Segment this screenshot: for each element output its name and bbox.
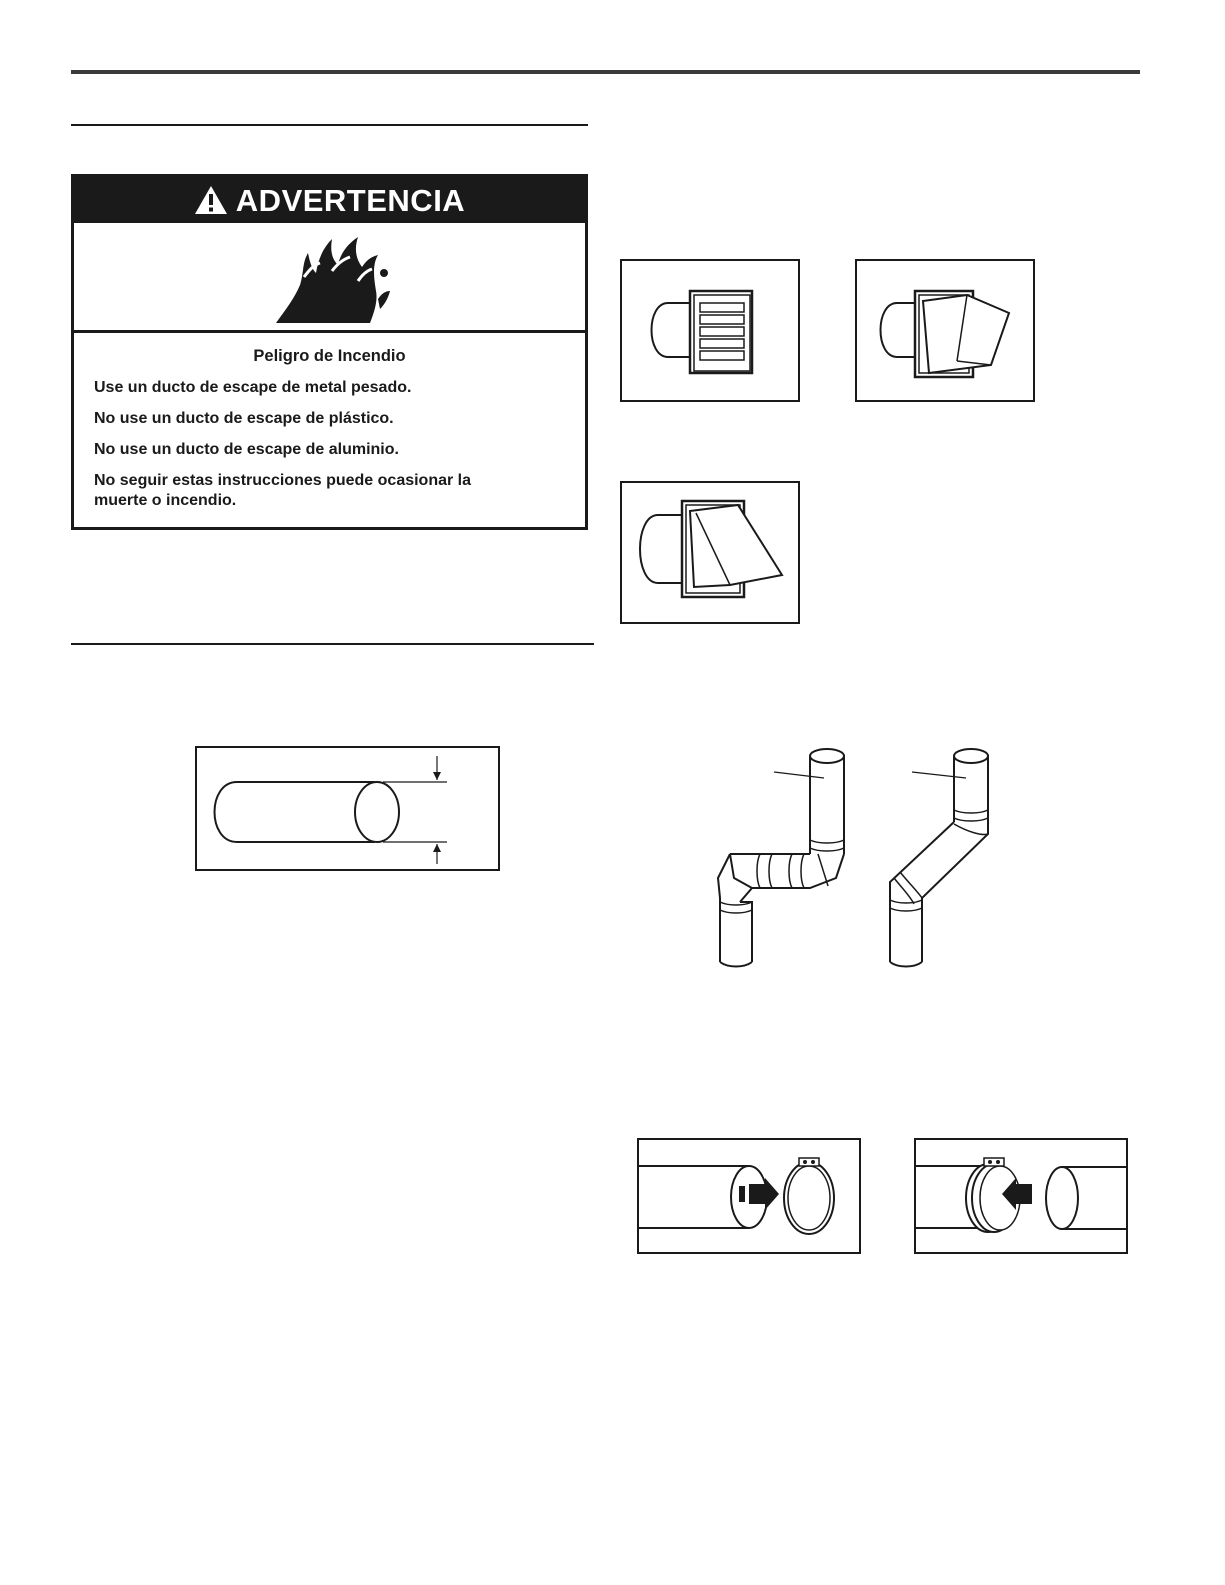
section-rule — [71, 124, 588, 126]
fire-icon — [274, 229, 392, 325]
warning-header — [74, 177, 585, 223]
box-vent-hood-icon — [857, 261, 1033, 400]
section-rule — [71, 643, 594, 645]
angled-vent-hood-figure — [620, 481, 800, 624]
warning-line: No seguir estas instrucciones puede ocasionar la muerte o incendio. — [94, 472, 472, 509]
elbow-offset-gradual-icon — [870, 742, 1010, 972]
alert-triangle-icon — [194, 185, 228, 215]
duct-clamp-icon — [639, 1140, 859, 1252]
hazard-name: Peligro de Incendio — [253, 347, 406, 365]
warning-line: No use un ducto de escape de aluminio. — [94, 441, 399, 458]
warning-line: No use un ducto de escape de plástico. — [94, 410, 394, 427]
angled-vent-hood-icon — [622, 483, 798, 622]
warning-body — [74, 333, 585, 522]
louvered-vent-hood-icon — [622, 261, 798, 400]
duct-diameter-figure — [195, 746, 500, 871]
clamp-step-1-figure — [637, 1138, 861, 1254]
box-vent-hood-figure — [855, 259, 1035, 402]
warning-title: ADVERTENCIA — [235, 182, 466, 218]
clamp-step-2-figure — [914, 1138, 1128, 1254]
louvered-vent-hood-figure — [620, 259, 800, 402]
warning-line: Use un ducto de escape de metal pesado. — [94, 379, 412, 396]
top-rule — [71, 70, 1140, 74]
warning-symbol-panel — [74, 223, 585, 333]
duct-diameter-icon — [197, 748, 498, 869]
elbow-offset-sharp-icon — [700, 742, 860, 972]
warning-box — [71, 174, 588, 530]
duct-clamp-icon — [916, 1140, 1126, 1252]
